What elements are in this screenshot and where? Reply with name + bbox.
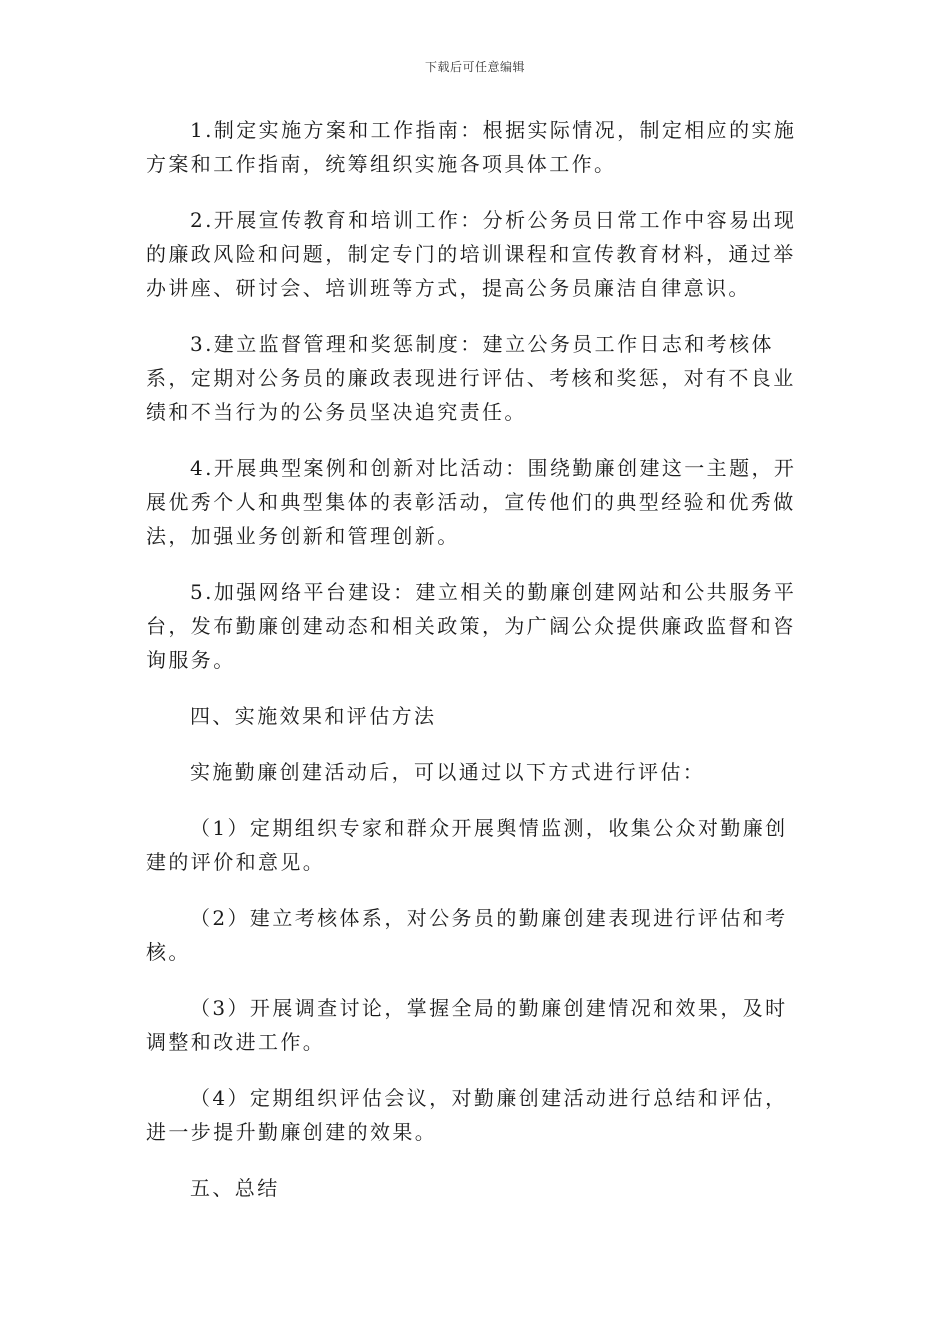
- paragraph-evaluation-4: （4）定期组织评估会议，对勤廉创建活动进行总结和评估，进一步提升勤廉创建的效果。: [146, 1086, 788, 1144]
- section-heading-4: 四、实施效果和评估方法: [190, 704, 437, 728]
- paragraph-item-5: 5.加强网络平台建设：建立相关的勤廉创建网站和公共服务平台，发布勤廉创建动态和相关政策，为广阔公众提供廉政监督和咨询服务。: [146, 580, 797, 672]
- paragraph-item-1: 1.制定实施方案和工作指南：根据实际情况，制定相应的实施方案和工作指南，统筹组织实施各项具体工作。: [146, 118, 797, 176]
- paragraph-evaluation-1: （1）定期组织专家和群众开展舆情监测，收集公众对勤廉创建的评价和意见。: [146, 816, 788, 874]
- paragraph-item-2: 2.开展宣传教育和培训工作：分析公务员日常工作中容易出现的廉政风险和问题，制定专门的培训课程和宣传教育材料，通过举办讲座、研讨会、培训班等方式，提高公务员廉洁自律意识。: [146, 208, 797, 300]
- paragraph-evaluation-3: （3）开展调查讨论，掌握全局的勤廉创建情况和效果，及时调整和改进工作。: [146, 996, 788, 1054]
- section-heading-5: 五、总结: [190, 1176, 280, 1200]
- paragraph-evaluation-intro: 实施勤廉创建活动后，可以通过以下方式进行评估：: [190, 760, 706, 784]
- paragraph-item-4: 4.开展典型案例和创新对比活动：围绕勤廉创建这一主题，开展优秀个人和典型集体的表彰活动，宣传他们的典型经验和优秀做法，加强业务创新和管理创新。: [146, 456, 797, 548]
- header-note: 下载后可任意编辑: [424, 60, 525, 74]
- document-body: [146, 113, 806, 1227]
- paragraph-evaluation-2: （2）建立考核体系，对公务员的勤廉创建表现进行评估和考核。: [146, 906, 788, 964]
- paragraph-item-3: 3.建立监督管理和奖惩制度：建立公务员工作日志和考核体系，定期对公务员的廉政表现进行评估、考核和奖惩，对有不良业绩和不当行为的公务员坚决追究责任。: [146, 332, 796, 424]
